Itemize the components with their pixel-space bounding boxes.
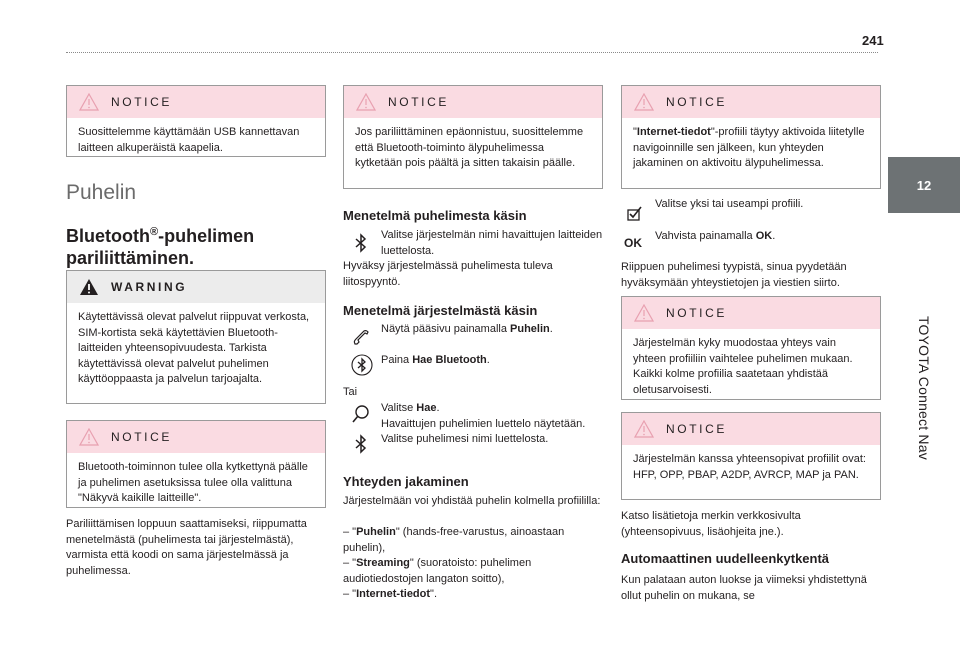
step-show-main-page [381, 322, 605, 338]
notice-label: NOTICE [111, 95, 172, 109]
warning-triangle-icon [79, 93, 99, 111]
page-number: 241 [862, 33, 884, 48]
notice-single-profile [621, 296, 881, 400]
step-search-bluetooth [381, 353, 605, 369]
notice-text: Bluetooth-toiminnon tulee olla kytkettynä päälle ja puhelimen asetuksissa tulee olla valittuna "Näkyvä kaikille laitteille". [78, 461, 308, 504]
li-bold: Streaming [356, 557, 410, 569]
step-text: Vahvista painamalla [655, 230, 756, 242]
step-text: Näytä pääsivu painamalla [381, 323, 511, 335]
notice-text [622, 118, 880, 180]
chapter-tab: 12 [888, 157, 960, 213]
bluetooth-search-icon [350, 353, 374, 377]
notice-text-c: "-profiili täytyy aktivoida liitetylle navigoinnille sen jälkeen, kun yhteyden jakaminen on aktivoitu älypuhelimessa. [633, 126, 865, 169]
warning-triangle-icon [634, 420, 654, 438]
li-text-end: " (hands-free-varustus, ainoastaan puhelin), [343, 526, 565, 554]
li-bold: Internet-tiedot [356, 588, 431, 600]
phone-handset-icon [350, 327, 372, 349]
notice-label: NOTICE [666, 422, 727, 436]
step-bold: Hae [416, 402, 437, 414]
profile-streaming [343, 556, 605, 587]
warning-box [66, 270, 326, 404]
ok-icon: OK [624, 236, 642, 250]
chapter-title [888, 218, 960, 558]
warning-triangle-icon [79, 428, 99, 446]
website-paragraph: Katso lisätietoja merkin verkkosivulta (yhteensopivuus, lisäohjeita jne.). [621, 510, 801, 538]
step-confirm-ok [655, 229, 879, 245]
notice-label: NOTICE [111, 430, 172, 444]
li-text: – " [343, 526, 357, 538]
main-title [66, 221, 326, 269]
notice-label: NOTICE [388, 95, 449, 109]
step-text: Valitse [381, 402, 417, 414]
notice-pairing-fail [343, 85, 603, 189]
notice-bluetooth [66, 420, 326, 508]
step-bold: Puhelin [510, 323, 550, 335]
notice-text-a: " [633, 126, 637, 138]
chapter-title-text: TOYOTA Connect Nav [916, 316, 932, 460]
notice-header [622, 297, 880, 329]
step-text-end: . [549, 323, 553, 335]
step-text-end: . [486, 354, 490, 366]
checkbox-checked-icon [624, 202, 646, 224]
step-bold: OK [755, 230, 773, 242]
notice-internet-profile [621, 85, 881, 189]
notice-header [67, 86, 325, 118]
warning-header [67, 271, 325, 303]
step-bold: Hae Bluetooth [412, 354, 487, 366]
notice-text: Jos pariliittäminen epäonnistuu, suosittelemme että Bluetooth-toiminto älypuhelimessa kytketään pois päältä ja sitten takaisin päälle. [355, 126, 584, 169]
heading-connection-sharing: Yhteyden jakaminen [343, 474, 469, 489]
warning-triangle-icon [356, 93, 376, 111]
notice-label: NOTICE [666, 95, 727, 109]
step-select-profiles: Valitse yksi tai useampi profiili. [655, 198, 804, 210]
notice-header [622, 86, 880, 118]
step-text: Paina [381, 354, 413, 366]
step-select-phone: Valitse puhelimesi nimi luettelosta. [381, 433, 549, 445]
search-icon [350, 403, 372, 425]
li-bold: Puhelin [356, 526, 396, 538]
li-text-end: ". [430, 588, 438, 600]
reconnect-paragraph: Kun palataan auton luokse ja viimeksi yhdistettynä ollut puhelin on mukana, se [621, 574, 867, 602]
warning-triangle-icon [79, 278, 99, 296]
step-select-search [381, 401, 605, 432]
warning-label: WARNING [111, 280, 188, 294]
warning-text: Käytettävissä olevat palvelut riippuvat verkosta, SIM-kortista sekä käytettävien Bluetooth-laitteiden yhteensopivuudesta. Tarkista käytettävissä olevat palvelut puhelimen käyttöoppaasta ja palvelun tarjoajalta. [78, 311, 310, 385]
li-text: – " [343, 588, 357, 600]
notice-text: Suosittelemme käyttämään USB kannettavan laitteen alkuperäistä kaapelia. [78, 126, 300, 154]
top-rule [66, 52, 878, 53]
notice-header [344, 86, 602, 118]
warning-triangle-icon [634, 93, 654, 111]
warning-triangle-icon [634, 304, 654, 322]
li-text: – " [343, 557, 357, 569]
profiles-intro: Järjestelmään voi yhdistää puhelin kolmella profiililla: [343, 495, 601, 507]
notice-usb [66, 85, 326, 157]
main-title-a: Bluetooth [66, 226, 150, 246]
main-title-b: -puhelimen pariliittäminen. [66, 226, 255, 268]
notice-header [67, 421, 325, 453]
step-line2: Havaittujen puhelimien luettelo näytetään. [381, 417, 586, 430]
or-text: Tai [343, 386, 358, 398]
pairing-paragraph: Pariliittämisen loppuun saattamiseksi, riippumatta menetelmästä (puhelimesta tai järjestelmästä), varmista että koodi on sama järjestelmässä ja puhelimessa. [66, 518, 307, 577]
notice-text: Järjestelmän kanssa yhteensopivat profiilit ovat: HFP, OPP, PBAP, A2DP, AVRCP, MAP ja PAN. [633, 453, 866, 481]
bluetooth-icon [350, 433, 372, 455]
accept-request-paragraph: Hyväksy järjestelmässä puhelimesta tuleva liitospyyntö. [343, 260, 553, 288]
step-text-end: . [772, 230, 776, 242]
contacts-paragraph: Riippuen puhelimesi tyypistä, sinua pyydetään hyväksymään yhteystietojen ja viestien siirto. [621, 261, 847, 289]
profile-internet [343, 587, 605, 603]
notice-text: Järjestelmän kyky muodostaa yhteys vain yhteen profiiliin vaihtelee puhelimen mukaan. Kaikki kolme profiilia saatetaan yhdistää oletusarvoisesti. [633, 337, 853, 396]
heading-auto-reconnect: Automaattinen uudelleenkytkentä [621, 551, 830, 566]
profile-phone [343, 525, 605, 556]
main-title-sup: ® [149, 226, 159, 238]
notice-text-bold: Internet-tiedot [636, 126, 711, 138]
notice-compatible-profiles [621, 412, 881, 500]
li-text-end: " (suoratoisto: puhelimen audiotiedostojen langaton soitto), [343, 557, 532, 585]
bluetooth-icon [350, 232, 372, 254]
heading-phone-method: Menetelmä puhelimesta käsin [343, 208, 527, 223]
heading-system-method: Menetelmä järjestelmästä käsin [343, 303, 538, 318]
step-select-system: Valitse järjestelmän nimi havaittujen laitteiden luettelosta. [381, 229, 603, 257]
step-text-end: . [436, 402, 440, 414]
notice-label: NOTICE [666, 306, 727, 320]
notice-header [622, 413, 880, 445]
section-title: Puhelin [66, 181, 137, 204]
